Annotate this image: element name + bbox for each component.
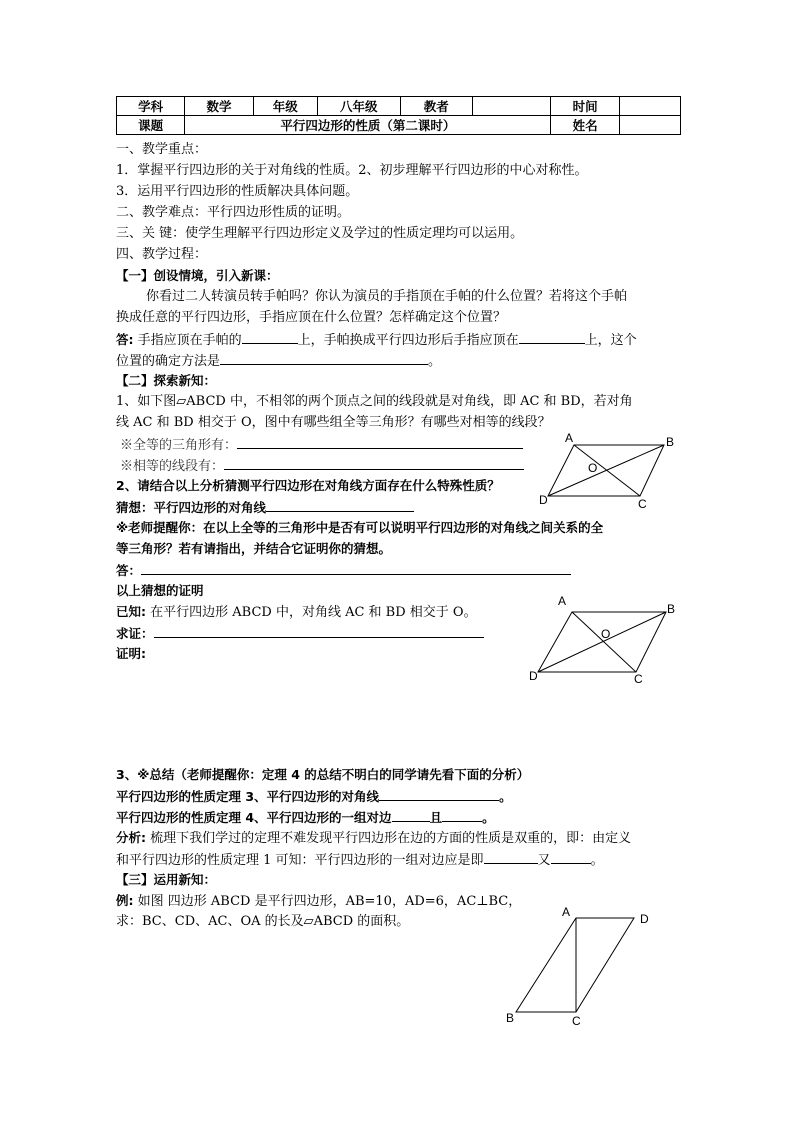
- answer-blank-3[interactable]: [220, 351, 428, 365]
- answer-blank-1[interactable]: [242, 330, 298, 344]
- answer-text-b: 上，手帕换成平行四边形后手指应顶在: [297, 333, 519, 348]
- theorem4-mid: 且: [429, 810, 443, 825]
- section-process: 四、教学过程：: [116, 247, 208, 262]
- question1-line-2: 线 AC 和 BD 相交于 O，图中有哪些组全等三角形？有哪些对相等的线段？: [116, 415, 551, 430]
- analysis-label: 分析:: [116, 830, 146, 845]
- diagonal-bd-2: [538, 612, 666, 672]
- theorem4-text: 平行四边形的性质定理 4、平行四边形的一组对边: [116, 810, 392, 825]
- hint-line-1: ※老师提醒你：在以上全等的三角形中是否有可以说明平行四边形的对角线之间关系的全: [116, 520, 604, 535]
- time-value[interactable]: [619, 97, 680, 116]
- vertex-b-1: B: [666, 435, 675, 449]
- center-o-2: O: [601, 627, 611, 641]
- question1-line-1: 1、如下图▱ABCD 中，不相邻的两个顶点之间的线段就是对角线，即 AC 和 BD，若对角: [116, 394, 633, 409]
- congruent-blank[interactable]: [237, 435, 523, 449]
- theorem3-end: 。: [499, 789, 512, 804]
- analysis-text-1: 梳理下我们学过的定理不难发现平行四边形在边的方面的性质是双重的，即：由定义: [146, 831, 632, 846]
- section-key: 三、关 键：使学生理解平行四边形定义及学过的性质定理均可以运用。: [116, 226, 524, 241]
- given-label: 已知:: [116, 604, 146, 619]
- vertex-c-1: C: [638, 497, 647, 510]
- grade-label: 年级: [253, 97, 317, 116]
- section-focus-line-2: 3．运用平行四边形的性质解决具体问题。: [116, 184, 359, 199]
- theorem3-text: 平行四边形的性质定理 3、平行四边形的对角线: [116, 789, 380, 804]
- analysis-text-2b: 又: [537, 853, 551, 868]
- theorem4-blank-2[interactable]: [442, 808, 482, 822]
- parallelogram-figure-1: [536, 428, 678, 510]
- section-difficulty: 二、教学难点：平行四边形性质的证明。: [116, 205, 351, 220]
- parallelogram-3-outline: [516, 918, 634, 1012]
- theorem3-blank[interactable]: [379, 787, 499, 801]
- vertex-d-3: D: [640, 912, 649, 926]
- prove-blank[interactable]: [154, 624, 484, 638]
- subject-value: 数学: [185, 97, 253, 116]
- example-label: 例:: [116, 893, 134, 908]
- diagonal-ac-2: [572, 612, 636, 672]
- guess-line: [116, 498, 414, 517]
- equal-segments-line: [120, 456, 524, 476]
- vertex-a-1: A: [565, 431, 574, 445]
- teacher-label: 教者: [400, 97, 472, 116]
- theorem4-end: 。: [482, 810, 495, 825]
- parallelogram-figure-3: [500, 900, 660, 1032]
- hint-answer-label: 答：: [116, 563, 142, 578]
- equal-label: ※相等的线段有：: [120, 459, 225, 474]
- prove-label: 求证：: [116, 626, 154, 641]
- header-row-1: [117, 97, 681, 116]
- guess-label: 猜想：平行四边形的对角线: [116, 500, 267, 515]
- answer-text-c: 上，这个: [584, 333, 637, 348]
- parallelogram-figure-2: [526, 592, 682, 686]
- vertex-d-2: D: [529, 669, 538, 683]
- answer2-text-a: 位置的确定方法是: [116, 354, 221, 369]
- name-label: 姓名: [551, 116, 619, 135]
- part1-title: 【一】创设情境，引入新课：: [116, 268, 279, 283]
- answer-text-a: 手指应顶在手帕的: [133, 333, 242, 348]
- section-focus-line-1: 1．掌握平行四边形的关于对角线的性质。2、初步理解平行四边形的中心对称性。: [116, 163, 588, 178]
- congruent-label: ※全等的三角形有：: [120, 438, 238, 453]
- given-text: 在平行四边形 ABCD 中，对角线 AC 和 BD 相交于 O。: [146, 605, 477, 620]
- prove-line: [116, 624, 484, 644]
- answer-label: 答:: [116, 332, 134, 347]
- vertex-a-3: A: [562, 905, 571, 919]
- teacher-value[interactable]: [472, 97, 551, 116]
- subject-label: 学科: [117, 97, 185, 116]
- header-row-2: [117, 116, 681, 135]
- grade-value: 八年级: [317, 97, 400, 116]
- vertex-d-1: D: [539, 493, 548, 507]
- center-o-1: O: [588, 461, 598, 475]
- part1-answer-line-2: [116, 351, 441, 371]
- vertex-b-2: B: [667, 602, 676, 616]
- equal-blank[interactable]: [224, 456, 524, 470]
- analysis-line-1: [116, 829, 631, 848]
- answer2-text-b: 。: [428, 354, 442, 369]
- analysis-blank-1[interactable]: [484, 850, 538, 864]
- hint-answer-line: [116, 561, 571, 581]
- vertex-a-2: A: [558, 594, 567, 608]
- part1-paragraph-2: 换成任意的平行四边形，手指应顶在什么位置？怎样确定这个位置？: [116, 310, 507, 325]
- analysis-text-2c: 。: [590, 853, 604, 868]
- question2: 2、请结合以上分析猜测平行四边形在对角线方面存在什么特殊性质？: [116, 478, 500, 493]
- proof-label: 证明:: [116, 646, 146, 661]
- part2-title: 【二】探索新知：: [116, 373, 217, 388]
- part3-title: 【三】运用新知：: [116, 872, 217, 887]
- analysis-line-2: [116, 850, 604, 870]
- time-label: 时间: [551, 97, 619, 116]
- proof-title: 以上猜想的证明: [116, 583, 204, 598]
- theorem4-line: [116, 808, 495, 827]
- example-text-1: 如图 四边形 ABCD 是平行四边形，AB=10，AD=6，AC⊥BC，: [133, 894, 522, 909]
- analysis-text-2a: 和平行四边形的性质定理 1 可知：平行四边形的一组对边应是即: [116, 853, 484, 868]
- guess-blank[interactable]: [266, 498, 414, 512]
- given-line: [116, 603, 477, 622]
- example-line-2: 求：BC、CD、AC、OA 的长及▱ABCD 的面积。: [116, 914, 410, 929]
- congruent-triangles-line: [120, 435, 523, 455]
- example-line-1: [116, 892, 521, 911]
- analysis-blank-2[interactable]: [551, 850, 591, 864]
- part1-paragraph-1: 你看过二人转演员转手帕吗？你认为演员的手指顶在手帕的什么位置？若将这个手帕: [146, 289, 628, 304]
- hint-answer-blank[interactable]: [141, 561, 571, 575]
- header-table: [116, 96, 681, 135]
- section-focus-title: 一、教学重点：: [116, 142, 208, 157]
- hint-line-2: 等三角形？若有请指出，并结合它证明你的猜想。: [116, 541, 392, 556]
- vertex-b-3: B: [506, 1011, 515, 1025]
- diagonal-bd-1: [548, 445, 664, 496]
- vertex-c-2: C: [634, 672, 643, 686]
- vertex-c-3: C: [572, 1014, 581, 1028]
- answer-blank-2[interactable]: [519, 330, 585, 344]
- name-value[interactable]: [619, 116, 680, 135]
- topic-value: 平行四边形的性质（第二课时）: [185, 116, 551, 135]
- theorem3-line: [116, 787, 512, 806]
- part1-answer-line-1: [116, 330, 637, 350]
- topic-label: 课题: [117, 116, 185, 135]
- theorem4-blank-1[interactable]: [392, 808, 430, 822]
- summary-title: 3、※总结（老师提醒你：定理 4 的总结不明白的同学请先看下面的分析）: [116, 767, 530, 782]
